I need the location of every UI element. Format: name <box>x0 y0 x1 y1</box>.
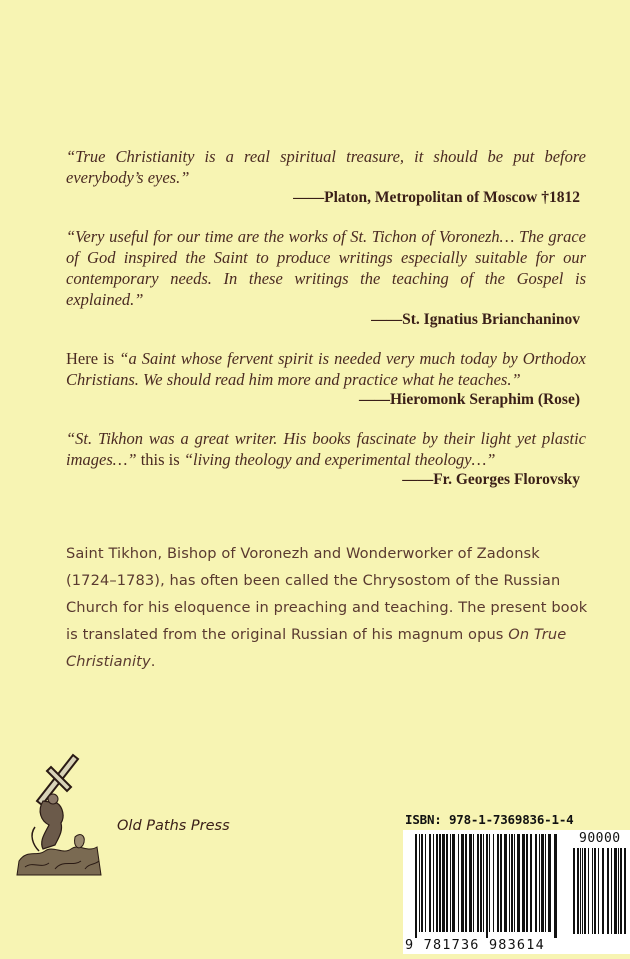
barcode-bar <box>611 848 612 934</box>
barcode-bar <box>514 834 515 932</box>
barcode-bar <box>624 848 626 934</box>
barcode-bar <box>522 834 525 932</box>
quote-2 <box>66 226 586 330</box>
quote-text: “Very useful for our time are the works of St. Tichon of Voronezh… The grace of God inspired the Saint to produce writings especially suitable for our contemporary needs. In these writings the teaching of the Gospel is explained.” <box>66 227 586 309</box>
barcode-bar <box>497 834 499 932</box>
quote-attribution: ——Fr. Georges Florovsky <box>402 471 580 488</box>
barcode-bar <box>473 834 474 932</box>
barcode-bar <box>535 834 537 932</box>
barcode-bar <box>554 834 557 938</box>
barcode-bar <box>582 848 583 934</box>
barcode-bar <box>477 834 479 932</box>
quotes-section <box>66 146 586 508</box>
barcode-bar <box>584 848 586 934</box>
quote-3 <box>66 348 586 410</box>
barcode-bar <box>439 834 441 932</box>
barcode-bar <box>433 834 434 932</box>
barcode-bar <box>539 834 540 932</box>
barcode-bar <box>548 834 551 932</box>
barcode-bar <box>446 834 448 932</box>
quote-text: Here is “a Saint whose fervent spirit is needed very much today by Orthodox Christians. We should read him more and practice what he teaches.” <box>66 349 586 389</box>
barcode-bar <box>588 848 589 934</box>
barcode-bar <box>442 834 445 932</box>
book-description: Saint Tikhon, Bishop of Voronezh and Wonderworker of Zadonsk (1724–1783), has often been called the Chrysostom of the Russian Church for his eloquence in preaching and teaching. The present book is translated from the original Russian of his magnum opus On True Christianity. <box>66 545 588 670</box>
barcode-bars <box>403 830 630 954</box>
quote-text: “St. Tikhon was a great writer. His books fascinate by their light yet plastic images…” this is “living theology and experimental theology…” <box>66 429 586 469</box>
quote-attribution: ——Hieromonk Seraphim (Rose) <box>358 391 580 408</box>
barcode-bar <box>511 834 513 932</box>
barcode-bar <box>545 834 546 932</box>
barcode-bar <box>614 848 617 934</box>
barcode-bar <box>573 848 575 934</box>
barcode-bar <box>493 834 494 932</box>
barcode-bar <box>480 834 482 932</box>
isbn-barcode <box>403 810 630 954</box>
cross-bearer-engraving-icon <box>15 741 105 879</box>
barcode-bar <box>602 848 604 934</box>
barcode-bar <box>415 834 417 938</box>
barcode-bar <box>429 834 431 932</box>
barcode-bar <box>452 834 455 932</box>
barcode-bar <box>504 834 507 932</box>
barcode-bar <box>450 834 451 932</box>
barcode-bar <box>592 848 593 934</box>
barcode-bar <box>530 834 532 932</box>
publisher-name: Old Paths Press <box>117 818 230 834</box>
barcode-bar <box>594 848 596 934</box>
barcode-bar <box>580 848 581 934</box>
barcode-bar <box>421 834 423 932</box>
barcode-bar <box>517 834 520 932</box>
quote-attribution: ——St. Ignatius Brianchaninov <box>371 311 580 328</box>
barcode-bar <box>458 834 459 932</box>
barcode-bar <box>500 834 502 932</box>
barcode-bar <box>607 848 609 934</box>
barcode-bar <box>620 848 622 934</box>
barcode-bar <box>461 834 464 932</box>
book-title: On True Christianity <box>66 626 567 670</box>
barcode-addon-digits: 90000 <box>579 831 621 846</box>
barcode-bar <box>419 834 420 932</box>
barcode-bar <box>509 834 510 932</box>
barcode-bar <box>425 834 426 932</box>
quote-attribution: ——Platon, Metropolitan of Moscow †1812 <box>293 189 580 206</box>
barcode-bar <box>436 834 438 932</box>
barcode-bar <box>526 834 528 932</box>
barcode-box <box>403 830 630 954</box>
quote-1 <box>66 146 586 208</box>
barcode-bar <box>618 848 619 934</box>
barcode-bar <box>598 848 599 934</box>
barcode-bar <box>465 834 467 932</box>
isbn-label: ISBN: 978-1-7369836-1-4 <box>405 812 574 827</box>
barcode-bar <box>577 848 579 934</box>
quote-4 <box>66 428 586 490</box>
barcode-bar <box>469 834 472 932</box>
quote-text: “True Christianity is a real spiritual treasure, it should be put before everybody’s eyes.” <box>66 147 586 187</box>
barcode-bar <box>483 834 484 932</box>
barcode-bar <box>489 834 490 932</box>
barcode-bar <box>486 834 488 938</box>
barcode-bar <box>541 834 544 932</box>
barcode-ean-digits: 9 781736 983614 <box>405 937 545 953</box>
